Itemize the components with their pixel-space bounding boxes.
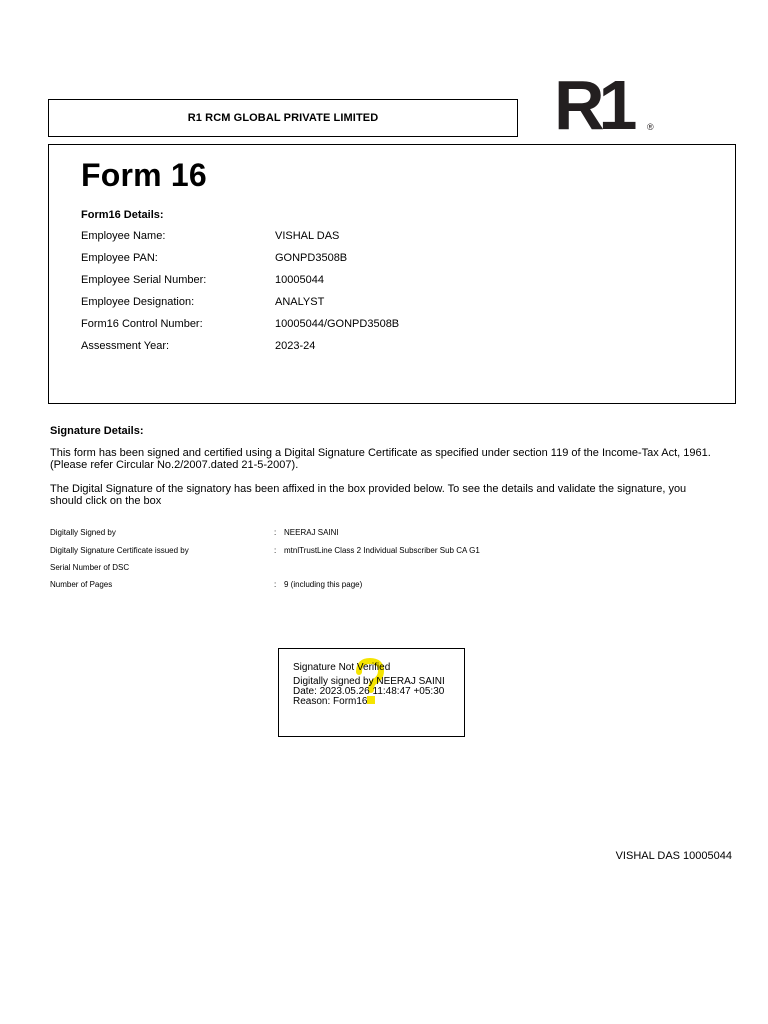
detail-label: Employee PAN: — [81, 252, 158, 264]
signature-status: Signature Not Verified — [293, 662, 391, 673]
signed-by-row — [50, 528, 730, 540]
detail-label: Employee Name: — [81, 230, 166, 242]
colon: : — [274, 546, 277, 555]
certificate-issuer-value: mtnlTrustLine Class 2 Individual Subscriber Sub CA G1 — [284, 546, 480, 555]
signed-by-value: NEERAJ SAINI — [284, 528, 339, 537]
detail-row-control-number — [81, 318, 681, 334]
dsc-serial-row — [50, 563, 730, 575]
dsc-serial-label: Serial Number of DSC — [50, 563, 130, 572]
detail-row-employee-pan — [81, 252, 681, 268]
detail-label: Assessment Year: — [81, 340, 170, 352]
colon: : — [274, 580, 277, 589]
certificate-issuer-label: Digitally Signature Certificate issued by — [50, 546, 189, 555]
detail-row-employee-name — [81, 230, 681, 246]
number-of-pages-value: 9 (including this page) — [284, 580, 363, 589]
detail-row-employee-designation — [81, 296, 681, 312]
form-title: Form 16 — [81, 157, 207, 193]
signature-reason: Reason: Form16 — [293, 696, 368, 707]
number-of-pages-label: Number of Pages — [50, 580, 113, 589]
detail-label: Employee Designation: — [81, 296, 195, 308]
company-name-box — [48, 99, 518, 137]
detail-value: VISHAL DAS — [275, 230, 340, 242]
signature-date: Date: 2023.05.26 11:48:47 +05:30 — [293, 686, 445, 697]
detail-value: ANALYST — [275, 296, 325, 308]
detail-row-assessment-year — [81, 340, 681, 356]
certificate-issuer-row — [50, 546, 730, 558]
signed-by-label: Digitally Signed by — [50, 528, 116, 537]
number-of-pages-row — [50, 580, 730, 592]
signature-paragraph-1: This form has been signed and certified using a Digital Signature Certificate as specified under section 119 of the Income-Tax Act, 1961. (Please refer Circular No.2/2007.dated 21-5-2007). — [50, 447, 711, 471]
detail-value: GONPD3508B — [275, 252, 348, 264]
r1-logo — [554, 74, 658, 134]
logo-text: R1 — [554, 74, 632, 134]
colon: : — [274, 528, 277, 537]
signature-signed-by: Digitally signed by NEERAJ SAINI — [293, 676, 445, 687]
detail-value: 10005044 — [275, 274, 324, 286]
digital-signature-box[interactable] — [278, 648, 465, 737]
form-details-heading: Form16 Details: — [81, 209, 164, 221]
detail-value: 10005044/GONPD3508B — [275, 318, 400, 330]
form-details-box — [48, 144, 736, 404]
signature-details-heading: Signature Details: — [50, 425, 144, 437]
company-name: R1 RCM GLOBAL PRIVATE LIMITED — [187, 112, 379, 124]
logo-registered-mark: ® — [647, 122, 654, 132]
detail-row-employee-serial — [81, 274, 681, 290]
detail-value: 2023-24 — [275, 340, 316, 352]
footer-employee-id: VISHAL DAS 10005044 — [615, 850, 732, 862]
signature-paragraph-2: The Digital Signature of the signatory has been affixed in the box provided below. To see the details and validate the signature, you should click on the box — [50, 483, 687, 507]
detail-label: Employee Serial Number: — [81, 274, 207, 286]
detail-label: Form16 Control Number: — [81, 318, 203, 330]
